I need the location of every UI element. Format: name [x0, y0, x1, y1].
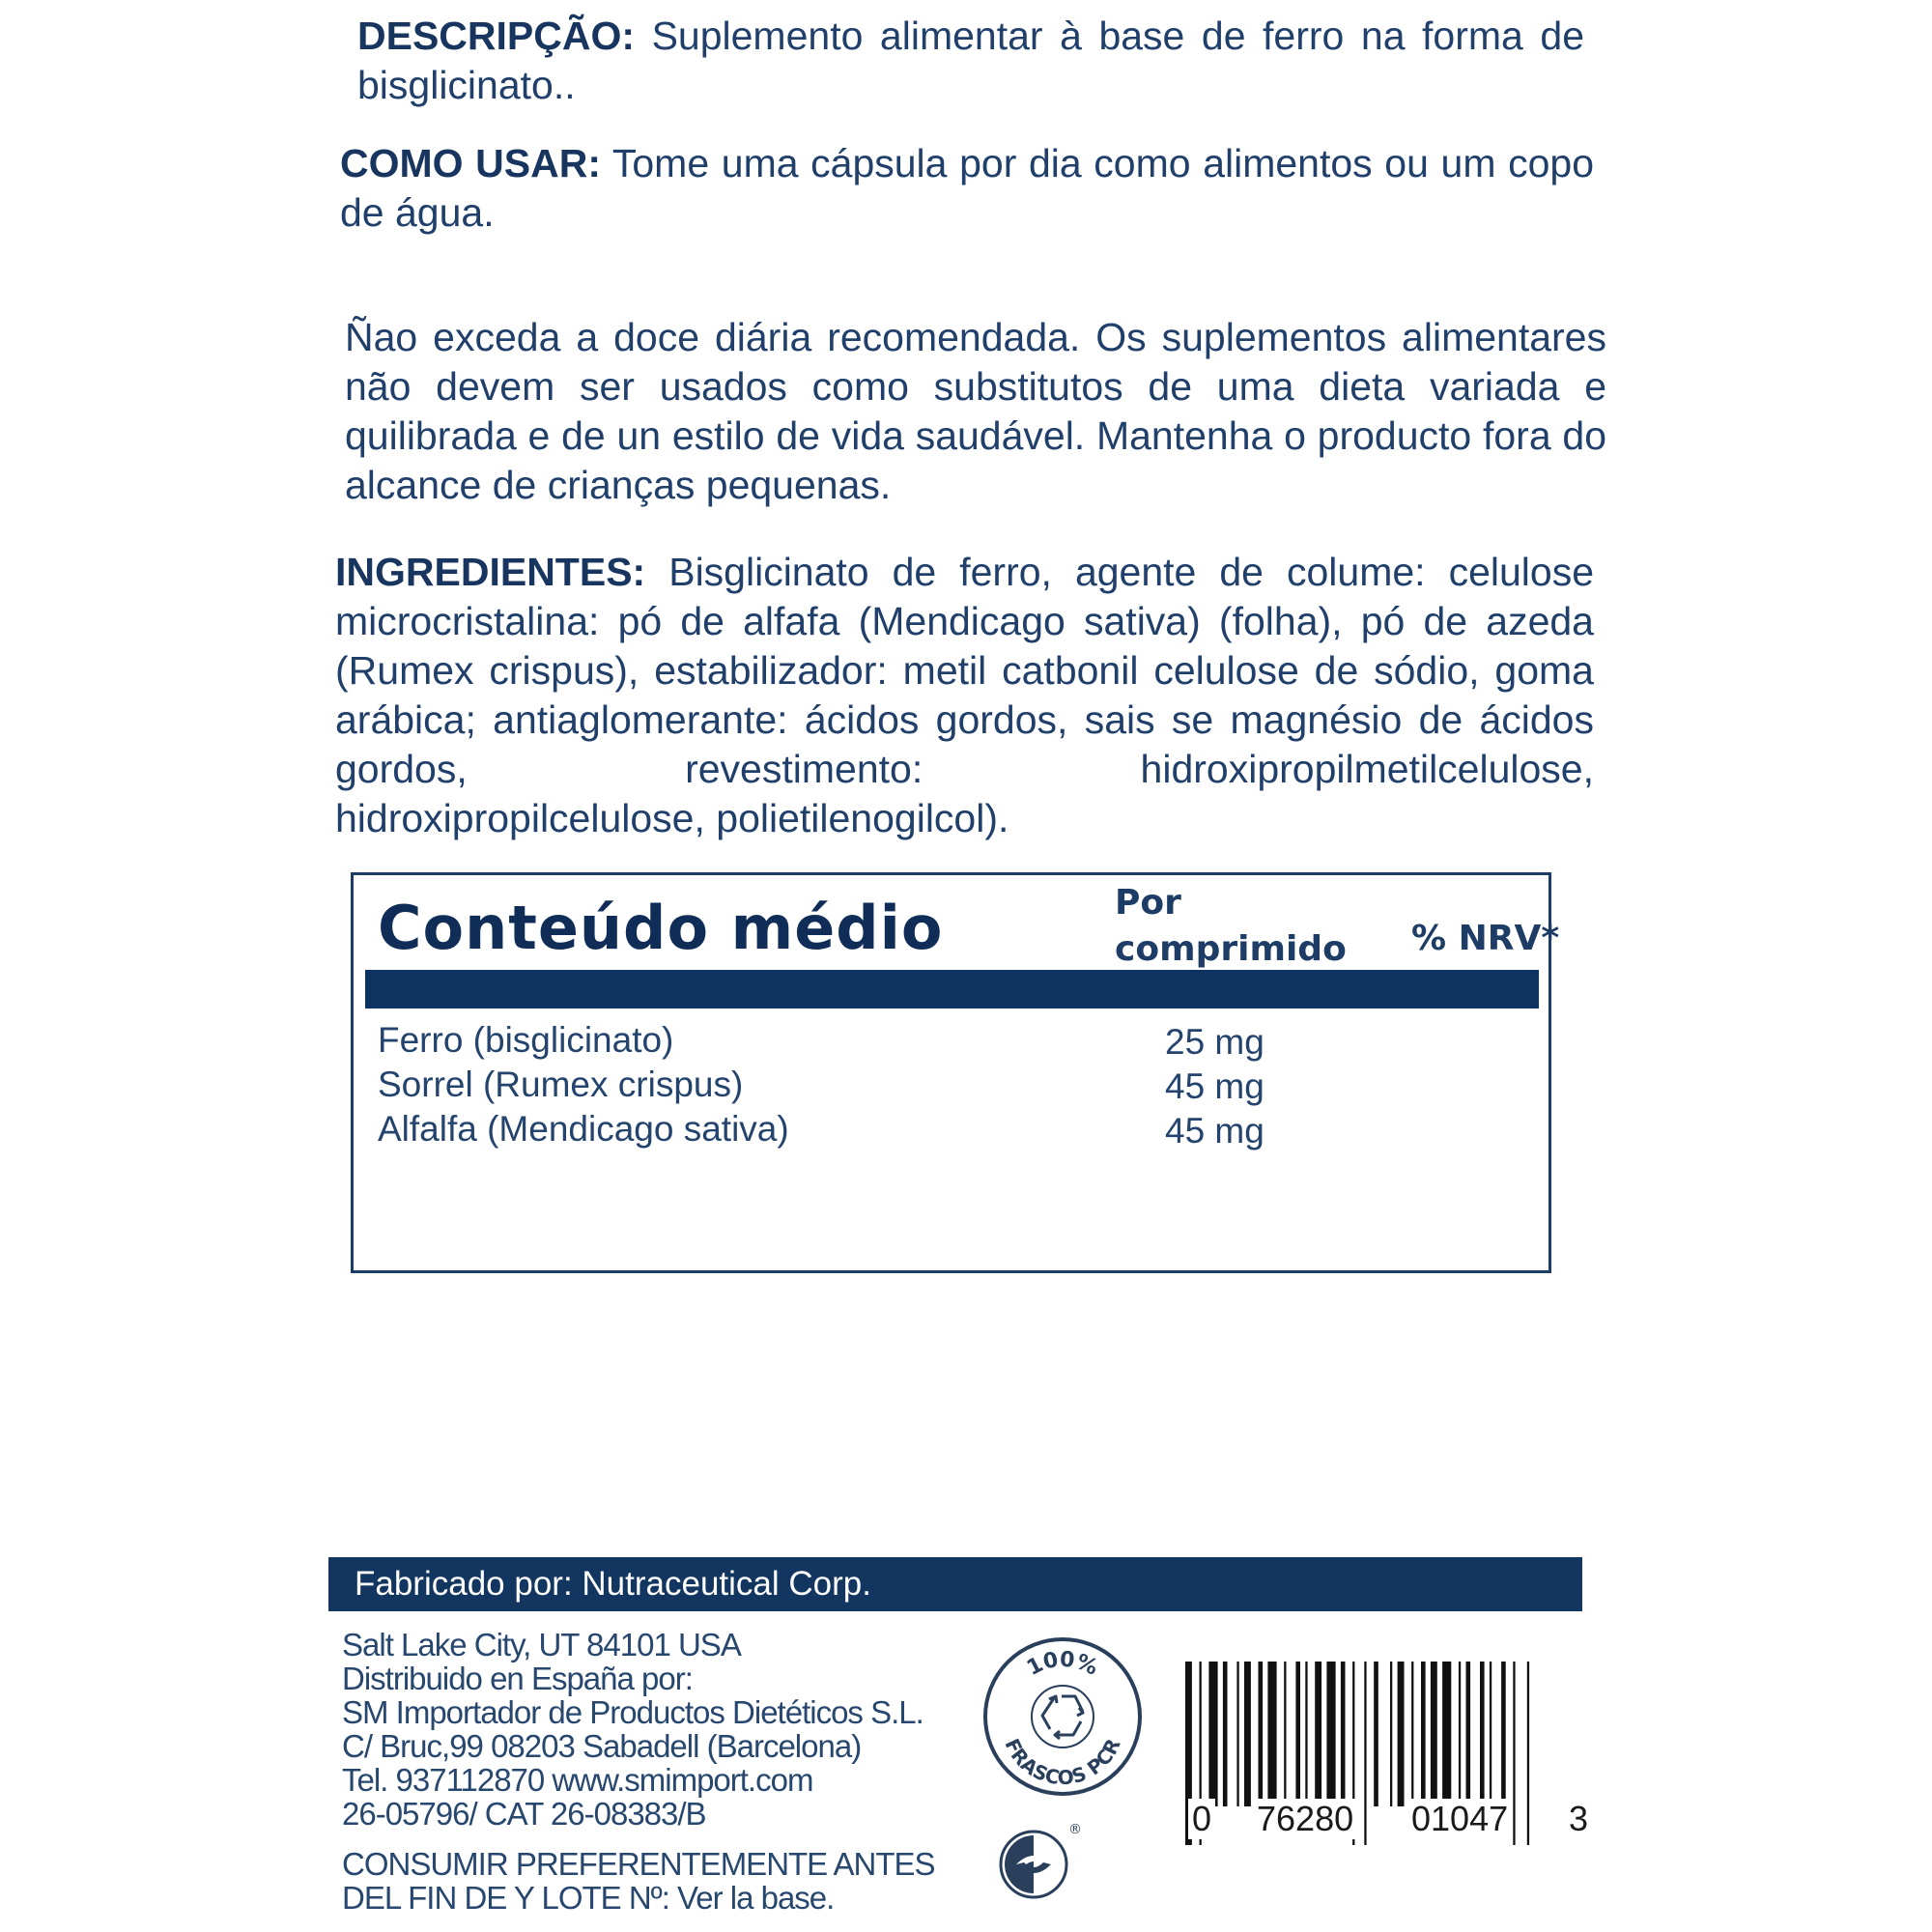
barcode-bar	[1326, 1662, 1335, 1806]
nutrient-name: Alfalfa (Mendicago sativa)	[378, 1109, 789, 1149]
svg-text:100%	[1023, 1648, 1101, 1681]
barcode-bar	[1259, 1662, 1264, 1806]
usage-text: Tome uma cápsula por dia como alimentos ou um copo de água.	[340, 141, 1595, 235]
nutrition-table	[351, 872, 1560, 1273]
barcode-digit: 01047	[1407, 1799, 1512, 1839]
seal-bottom-text: FRASCOS PCR	[1000, 1735, 1125, 1790]
best-before-line: CONSUMIR PREFERENTEMENTE ANTES	[342, 1846, 935, 1882]
best-before-line: DEL FIN DE Y LOTE Nº: Ver la base.	[342, 1880, 835, 1916]
barcode-bar	[1421, 1662, 1426, 1806]
table-row	[378, 1020, 1527, 1065]
column-header-per-tablet	[1115, 880, 1347, 973]
address-line: Tel. 937112870 www.smimport.com	[342, 1762, 813, 1798]
best-before-notice	[342, 1847, 935, 1915]
address-line: Salt Lake City, UT 84101 USA	[342, 1627, 741, 1662]
barcode-bar	[1305, 1662, 1307, 1806]
ingredients-section	[335, 548, 1594, 843]
barcode-bar	[1244, 1662, 1251, 1806]
barcode-bar	[1315, 1662, 1321, 1806]
usage-section	[340, 139, 1594, 238]
ingredients-label: INGREDIENTES:	[335, 550, 646, 594]
warning-section	[345, 313, 1606, 510]
warning-text: Ñao exceda a doce diária recomendada. Os suplementos alimentares não devem ser usados como substitutos de uma dieta variada e quilibrada e de un estilo de vida saudável. Mantenha o producto fora do alcance de crianças pequenas.	[345, 315, 1606, 507]
column-header-per-line2: comprimido	[1115, 929, 1347, 969]
table-row	[378, 1065, 1527, 1109]
ingredients-text-last: hidroxipropilcelulose, polietilenogilcol).	[335, 796, 1009, 840]
table-row	[378, 1109, 1527, 1153]
manufacturer-bar	[328, 1557, 1582, 1611]
column-header-per-line1: Por	[1115, 883, 1181, 923]
nutrient-amount: 45 mg	[1165, 1111, 1264, 1151]
description-section	[357, 12, 1584, 110]
barcode-bar	[1466, 1662, 1471, 1806]
distributor-address	[342, 1628, 923, 1831]
barcode-digit: 76280	[1253, 1799, 1357, 1839]
barcode-bar	[1267, 1662, 1276, 1806]
barcode-bar	[1390, 1662, 1392, 1806]
recycled-pcr-seal-icon	[980, 1634, 1145, 1799]
usage-label: COMO USAR:	[340, 141, 601, 185]
nutrient-name: Sorrel (Rumex crispus)	[378, 1065, 744, 1104]
barcode-bar	[1442, 1662, 1451, 1806]
barcode-digit: 3	[1565, 1799, 1592, 1839]
barcode-bar	[1398, 1662, 1405, 1806]
barcode-bar	[1459, 1662, 1461, 1806]
barcode-digits	[1190, 1799, 1596, 1847]
nutrient-name: Ferro (bisglicinato)	[378, 1020, 674, 1060]
barcode-bar	[1490, 1662, 1492, 1806]
barcode-digit: 0	[1188, 1799, 1215, 1839]
barcode-bar	[1411, 1662, 1413, 1806]
green-dot-recycling-icon	[995, 1818, 1082, 1905]
barcode-bar	[1295, 1662, 1300, 1806]
barcode-bar	[1341, 1662, 1346, 1806]
table-header-bar	[365, 970, 1539, 1009]
ingredients-text: Bisglicinato de ferro, agente de colume: celulose microcristalina: pó de alfafa (Mendicago sativa) (folha), pó de azeda (Rumex crispus), estabilizador: metil catbonil celulose de sódio, goma arábica; antiaglomerante: ácidos gordos, sais se magnésio de ácidos gordos, revestimento: hidroxipropilmetilcelulose,	[335, 550, 1594, 791]
description-label: DESCRIPÇÃO:	[357, 14, 636, 58]
address-line: SM Importador de Productos Dietéticos S.L.	[342, 1694, 923, 1730]
barcode-bar	[1431, 1662, 1437, 1806]
nutrient-amount: 25 mg	[1165, 1022, 1264, 1062]
seal-top-text: 100%	[1023, 1647, 1102, 1682]
address-line: C/ Bruc,99 08203 Sabadell (Barcelona)	[342, 1728, 862, 1764]
barcode-bar	[1374, 1662, 1378, 1806]
barcode-bar	[1236, 1662, 1238, 1806]
nutrient-amount: 45 mg	[1165, 1066, 1264, 1106]
barcode-bar	[1208, 1662, 1217, 1806]
column-header-nrv: % NRV*	[1411, 919, 1560, 958]
table-title: Conteúdo médio	[378, 893, 944, 963]
barcode-bar	[1223, 1662, 1228, 1806]
barcode-bar	[1480, 1662, 1485, 1806]
barcode-bar	[1501, 1662, 1506, 1806]
address-line: 26-05796/ CAT 26-08383/B	[342, 1796, 706, 1832]
address-line: Distribuido en España por:	[342, 1661, 693, 1696]
manufacturer-text: Fabricado por: Nutraceutical Corp.	[355, 1565, 871, 1603]
description-text: Suplemento alimentar à base de ferro na forma de bisglicinato..	[357, 14, 1584, 107]
registered-mark: ®	[1068, 1822, 1082, 1837]
barcode-bar	[1284, 1662, 1286, 1806]
